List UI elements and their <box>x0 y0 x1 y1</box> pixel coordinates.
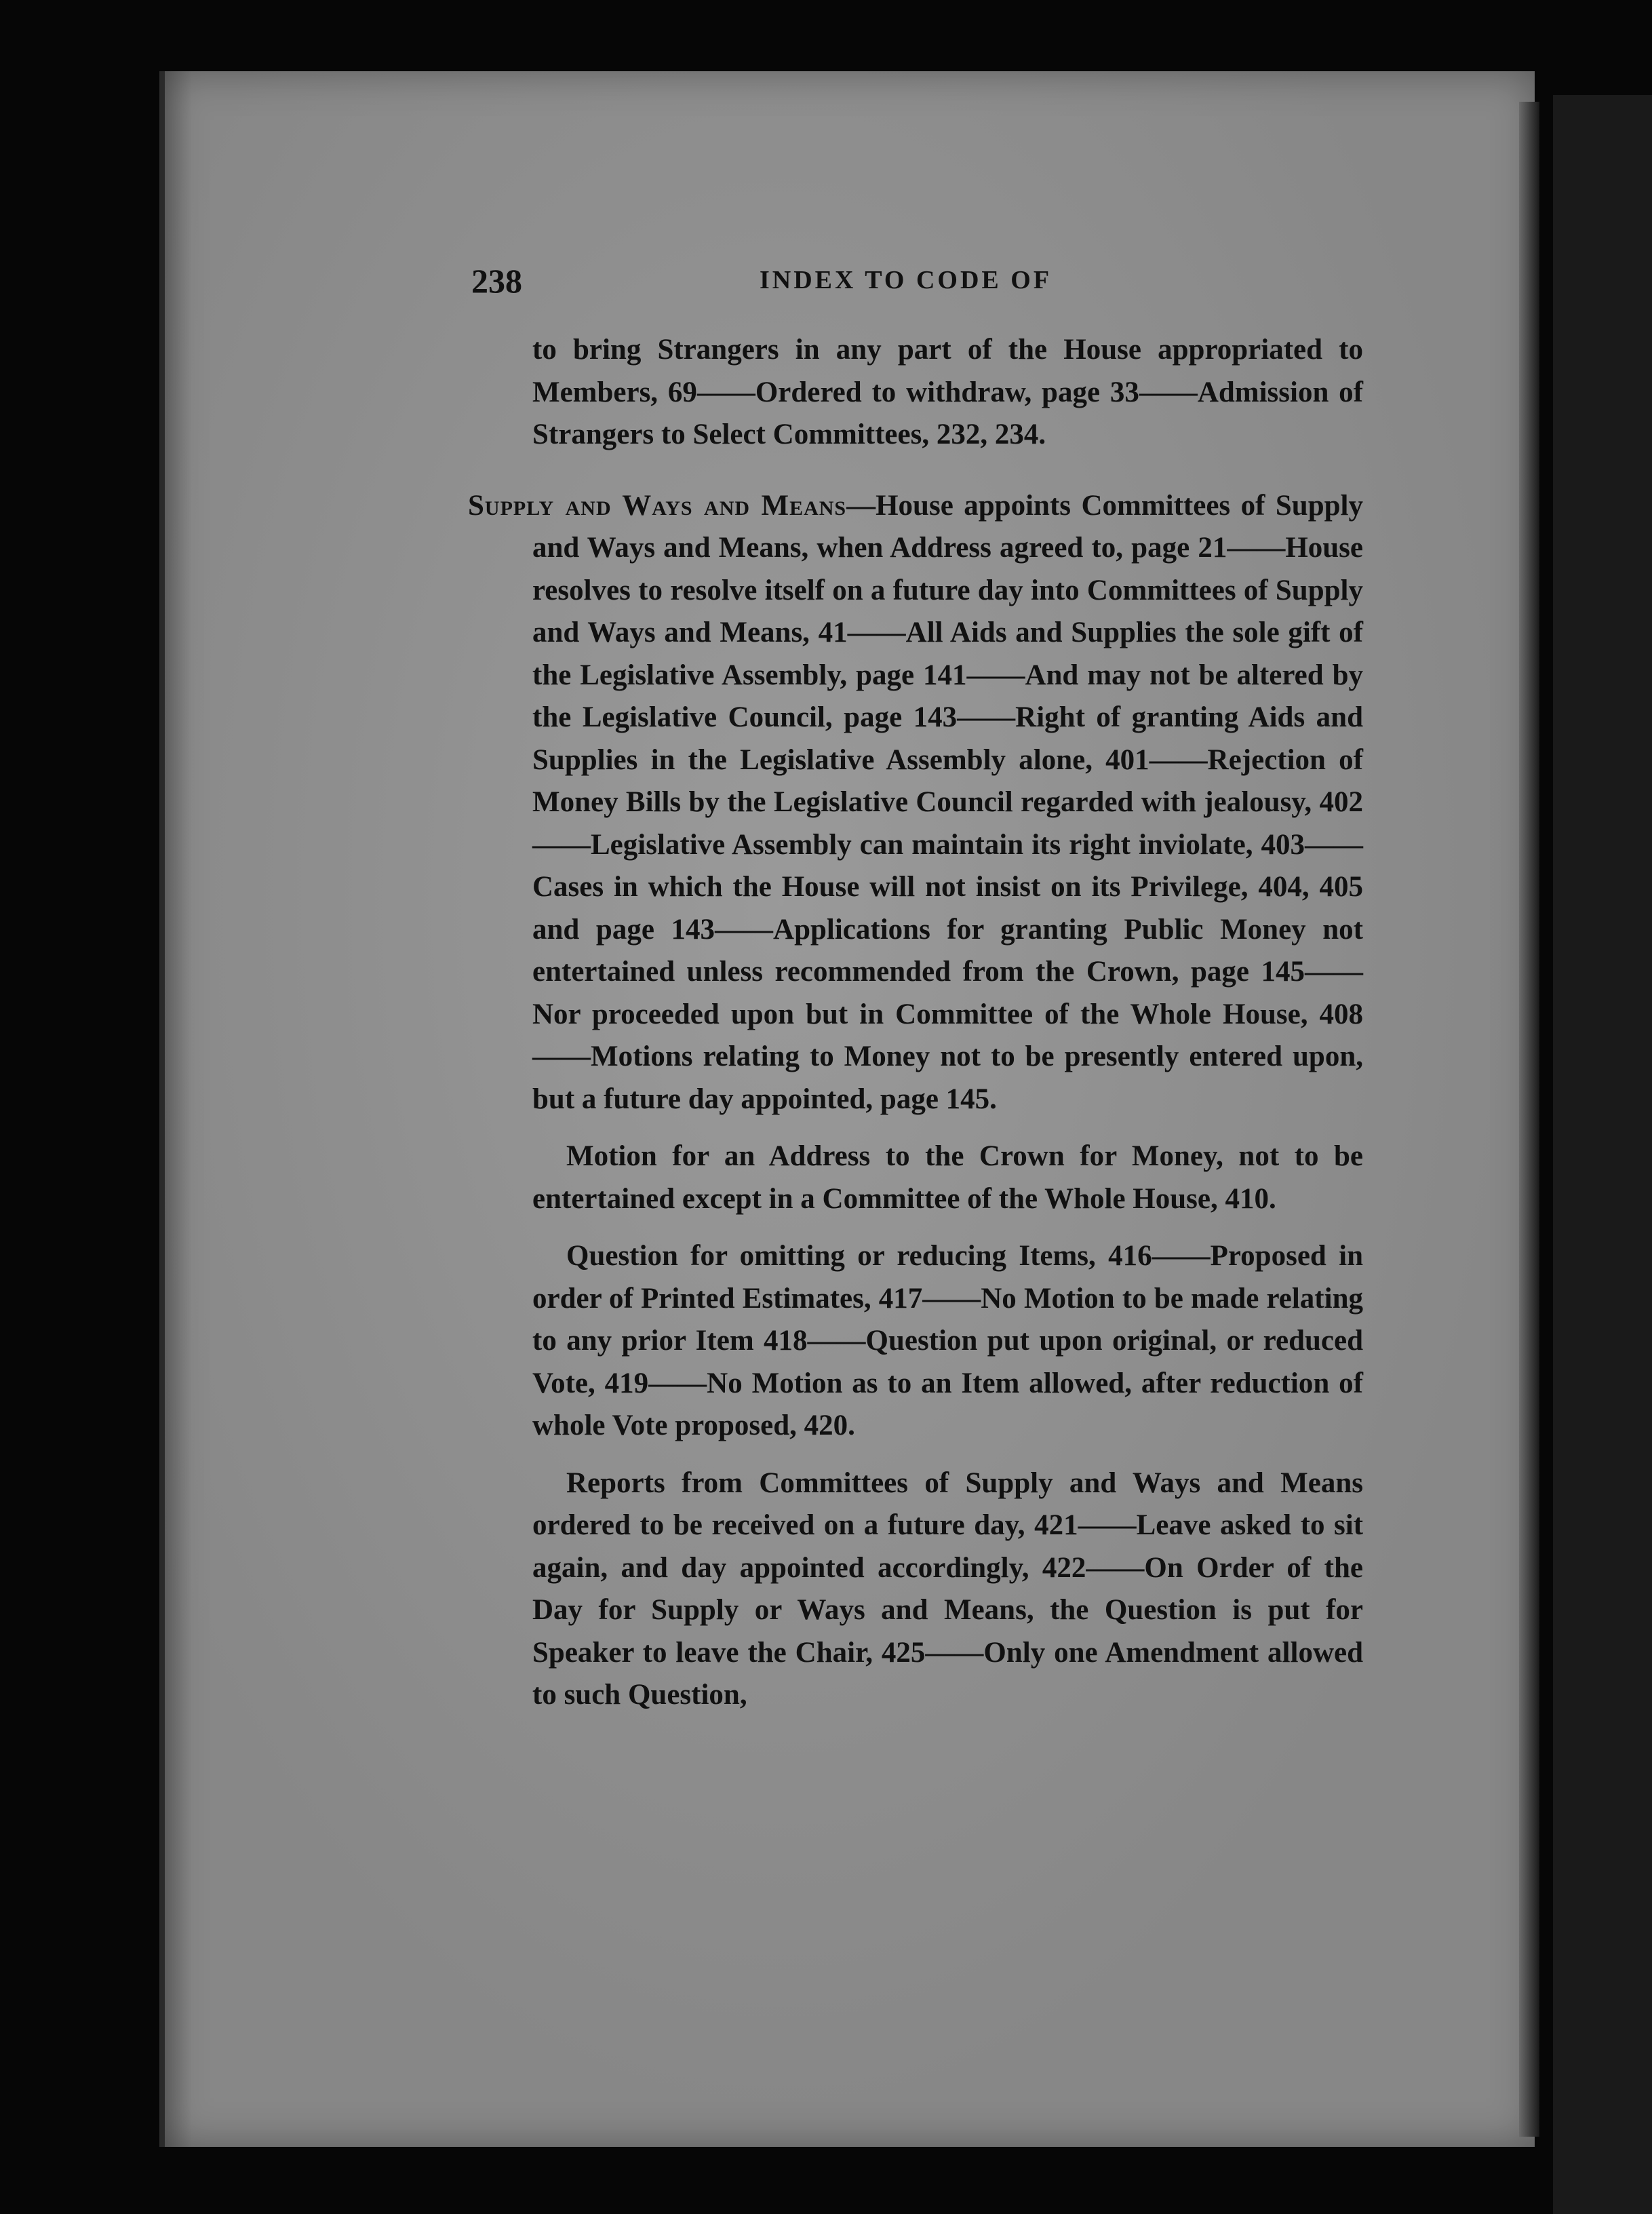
index-text <box>468 329 1363 1717</box>
index-entry <box>468 485 1363 1121</box>
page-header <box>471 261 1353 302</box>
subentry-paragraph: Reports from Committees of Supply and Ways and Means ordered to be received on a future day, 421——Leave asked to sit again, and day appointed accordingly, 422——On Order of the Day for Supply or Ways and Means, the Question is put for Speaker to leave the Chair, 425——Only one Amendment allowed to such Question, <box>532 1467 1363 1711</box>
subentry-paragraph: Question for omitting or reducing Items, 416——Proposed in order of Printed Estimates, 417——No Motion to be made relating to any prior Item 418——Question put upon original, or reduced Vote, 419——No Motion as to an Item allowed, after reduction of whole Vote proposed, 420. <box>532 1240 1363 1441</box>
adjacent-page-strip <box>1553 95 1652 2214</box>
subentry-paragraph: Motion for an Address to the Crown for Money, not to be entertained except in a Committee of the Whole House, 410. <box>532 1140 1363 1215</box>
running-head: INDEX TO CODE OF <box>760 266 1053 294</box>
page-gutter-edge <box>1519 102 1539 2137</box>
continuation-paragraph: to bring Strangers in any part of the House appropriated to Members, 69——Ordered to withdraw, page 33——Admission of Strangers to Select Committees, 232, 234. <box>532 334 1363 450</box>
entry-heading: Supply and Ways and Means <box>468 489 847 522</box>
entry-body: —House appoints Committees of Supply and Ways and Means, when Address agreed to, page 21——House resolves to resolve itself on a future day into Committees of Supply and Ways and Means, 41——All Aids and Supplies the sole gift of the Legislative Assembly, page 141——And may not be altered by the Legislative Council, page 143——Right of granting Aids and Supplies in the Legislative Assembly alone, 401——Rejection of Money Bills by the Legislative Council regarded with jealousy, 402——Legislative Assembly can maintain its right inviolate, 403——Cases in which the House will not insist on its Privilege, 404, 405 and page 143——Applications for granting Public Money not entertained unless recommended from the Crown, page 145——Nor proceeded upon but in Committee of the Whole House, 408——Motions relating to Money not to be presently entered upon, but a future day appointed, page 145. <box>532 489 1363 1115</box>
page-number: 238 <box>471 262 522 300</box>
